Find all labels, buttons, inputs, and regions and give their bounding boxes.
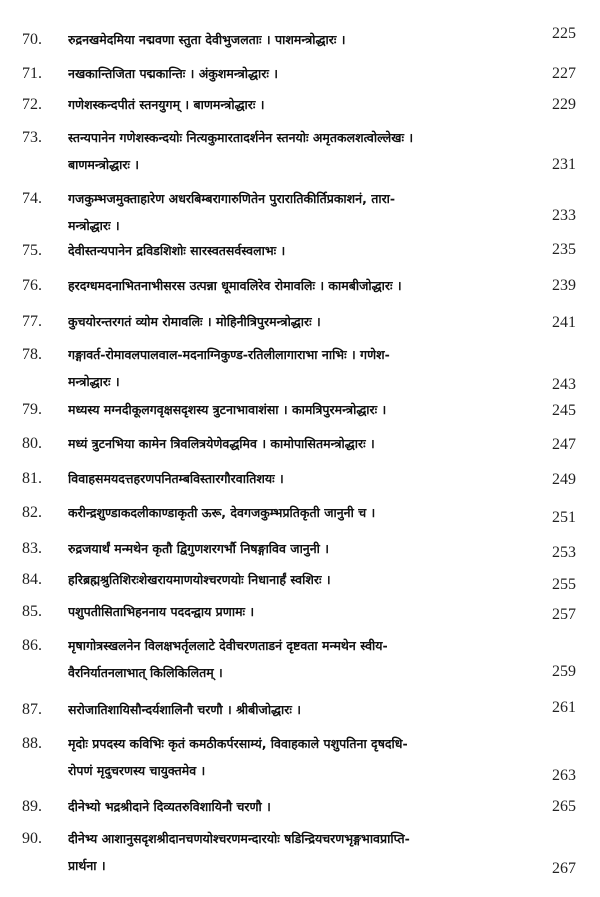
entry-text: कुचयोरन्तरगतं व्योम रोमावलिः । मोहिनीत्रिपुरमन्त्रोद्धारः । xyxy=(68,314,321,329)
page-reference: 233 xyxy=(552,207,576,224)
page-reference: 249 xyxy=(552,471,576,488)
entry-text: मध्यस्य मग्नदीकूलगवृक्षसदृशस्य त्रुटनाभावाशंसा । कामत्रिपुरमन्त्रोद्धारः । xyxy=(68,402,387,417)
entry-number: 89. xyxy=(22,798,42,815)
entry-number: 90. xyxy=(22,830,42,847)
entry-text: मृषागोत्रस्खलनेन विलक्षभर्तृललाटे देवीचरणताडनं दृष्टवता मन्मथेन स्वीय- xyxy=(68,638,388,653)
entry-number: 70. xyxy=(22,31,42,48)
entry-text: रुद्रजयार्थं मन्मथेन कृतौ द्विगुणशरगर्भौ निषङ्गाविव जानुनी । xyxy=(68,541,330,556)
entry-text-continued: प्रार्थना । xyxy=(68,858,106,873)
page-reference: 257 xyxy=(552,606,576,623)
entry-number: 76. xyxy=(22,277,42,294)
page-reference: 261 xyxy=(552,699,576,716)
entry-number: 80. xyxy=(22,435,42,452)
entry-text: गजकुम्भजमुक्ताहारेण अधरबिम्बरागारुणितेन पुरारातिकीर्तिप्रकाशनं, तारा- xyxy=(68,191,396,206)
entry-text: गङ्गावर्त-रोमावलपालवाल-मदनाग्निकुण्ड-रतिलीलागाराभा नाभिः । गणेश- xyxy=(68,347,390,362)
entry-number: 84. xyxy=(22,571,42,588)
entry-text-continued: मन्त्रोद्धारः । xyxy=(68,218,120,233)
entry-text: करीन्द्रशुण्डाकदलीकाण्डाकृती ऊरू, देवगजकुम्भप्रतिकृती जानुनी च । xyxy=(68,505,376,520)
page-reference: 255 xyxy=(552,576,576,593)
page-reference: 259 xyxy=(552,663,576,680)
entry-text: मध्यं त्रुटनभिया कामेन त्रिवलित्रयेणेवद्धमिव । कामोपासितमन्त्रोद्धारः । xyxy=(68,436,375,451)
entry-text: रुद्रनखमेदमिया नद्मवणा स्तुता देवीभुजलताः । पाशमन्त्रोद्धारः । xyxy=(68,32,346,47)
page-reference: 267 xyxy=(552,860,576,877)
page-reference: 263 xyxy=(552,767,576,784)
entry-text-continued: मन्त्रोद्धारः । xyxy=(68,374,120,389)
entry-text: गणेशस्कन्दपीतं स्तनयुगम् । बाणमन्त्रोद्धारः । xyxy=(68,97,265,112)
entry-number: 78. xyxy=(22,346,42,363)
entry-text-continued: वैरनिर्यातनलाभात् किलिकिलितम् । xyxy=(68,665,223,680)
page-reference: 241 xyxy=(552,314,576,331)
page-reference: 247 xyxy=(552,436,576,453)
entry-number: 77. xyxy=(22,313,42,330)
page-reference: 243 xyxy=(552,376,576,393)
page-reference: 251 xyxy=(552,509,576,526)
entry-text-continued: रोपणं मृदुचरणस्य चायुक्तमेव । xyxy=(68,763,206,778)
page-reference: 231 xyxy=(552,156,576,173)
page-reference: 239 xyxy=(552,277,576,294)
entry-text: हरिब्रह्मश्रुतिशिरःशेखरायमाणयोश्चरणयोः निधानार्हं स्वशिरः । xyxy=(68,572,331,587)
entry-text: दीनेभ्य आशानुसदृशश्रीदानचणयोश्चरणमन्दारयोः षडिन्द्रियचरणभृङ्गभावप्राप्ति- xyxy=(68,831,410,846)
page-reference: 235 xyxy=(552,241,576,258)
entry-number: 79. xyxy=(22,401,42,418)
page-reference: 227 xyxy=(552,65,576,82)
entry-text: सरोजातिशायिसौन्दर्यशालिनौ चरणौ । श्रीबीजोद्धारः । xyxy=(68,702,302,717)
entry-number: 82. xyxy=(22,504,42,521)
page-reference: 229 xyxy=(552,96,576,113)
page-reference: 225 xyxy=(552,25,576,42)
entry-number: 75. xyxy=(22,242,42,259)
entry-text: नखकान्तिजिता पद्मकान्तिः । अंकुशमन्त्रोद्धारः । xyxy=(68,66,278,81)
entry-number: 88. xyxy=(22,735,42,752)
entry-number: 85. xyxy=(22,603,42,620)
entry-number: 73. xyxy=(22,129,42,146)
entry-number: 74. xyxy=(22,190,42,207)
entry-text: स्तन्यपानेन गणेशस्कन्दयोः नित्यकुमारतादर्शनेन स्तनयोः अमृतकलशत्वोल्लेखः । xyxy=(68,130,414,145)
entry-number: 72. xyxy=(22,96,42,113)
entry-text: देवीस्तन्यपानेन द्रविडशिशोः सारस्वतसर्वस्वलाभः । xyxy=(68,243,286,258)
page-reference: 245 xyxy=(552,402,576,419)
page-reference: 265 xyxy=(552,798,576,815)
entry-text-continued: बाणमन्त्रोद्धारः । xyxy=(68,157,140,172)
entry-number: 86. xyxy=(22,637,42,654)
entry-text: हरदग्धमदनाभितनाभीसरस उत्पन्ना धूमावलिरेव रोमावलिः । कामबीजोद्धारः । xyxy=(68,278,402,293)
entry-text: विवाहसमयदत्तहरणपनितम्बविस्तारगौरवातिशयः । xyxy=(68,471,284,486)
page-reference: 253 xyxy=(552,544,576,561)
entry-number: 87. xyxy=(22,701,42,718)
entry-text: दीनेभ्यो भद्रश्रीदाने दिव्यतरुविशायिनौ चरणौ । xyxy=(68,799,271,814)
entry-text: पशुपतीसिताभिहननाय पददन्द्वाय प्रणामः । xyxy=(68,604,255,619)
entry-number: 81. xyxy=(22,470,42,487)
entry-text: मृदोः प्रपदस्य कविभिः कृतं कमठीकर्परसाम्यं, विवाहकाले पशुपतिना दृषदधि- xyxy=(68,736,408,751)
entry-number: 71. xyxy=(22,65,42,82)
entry-number: 83. xyxy=(22,540,42,557)
